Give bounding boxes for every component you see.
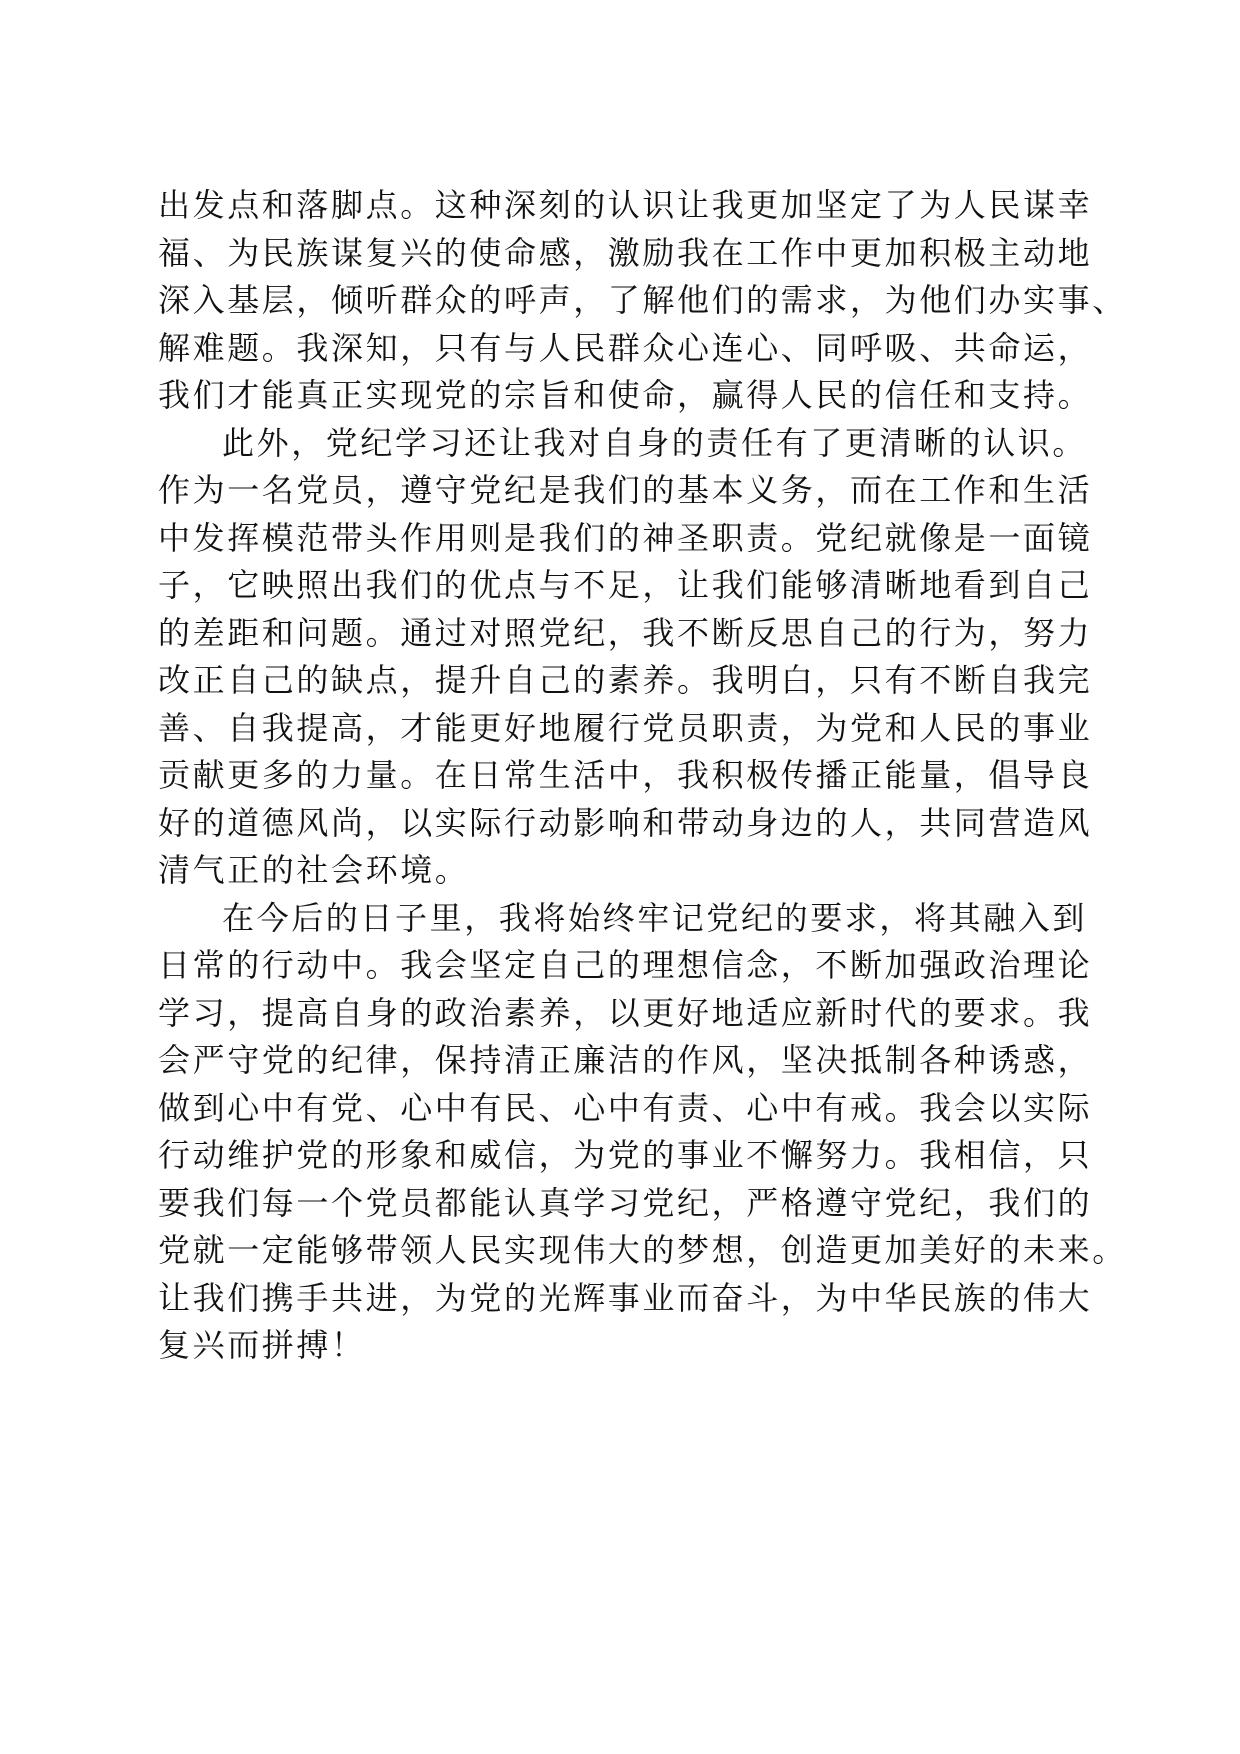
text-line: 要我们每一个党员都能认真学习党纪，严格遵守党纪，我们的 — [158, 1183, 1093, 1222]
text-line: 清气正的社会环境。 — [158, 851, 470, 889]
text-line: 复兴而拼搏！ — [158, 1326, 366, 1364]
text-line: 善、自我提高，才能更好地履行党员职责，为党和人民的事业 — [158, 708, 1093, 747]
text-line: 党就一定能够带领人民实现伟大的梦想，创造更加美好的未来。 — [158, 1231, 1127, 1269]
text-line: 好的道德风尚，以实际行动影响和带动身边的人，共同营造风 — [158, 803, 1093, 842]
text-line: 贡献更多的力量。在日常生活中，我积极传播正能量，倡导良 — [158, 756, 1093, 794]
text-line: 我们才能真正实现党的宗旨和使命，赢得人民的信任和支持。 — [158, 376, 1093, 414]
text-line: 行动维护党的形象和威信，为党的事业不懈努力。我相信，只 — [158, 1136, 1093, 1174]
text-line: 改正自己的缺点，提升自己的素养。我明白，只有不断自我完 — [158, 661, 1093, 699]
text-line: 日常的行动中。我会坚定自己的理想信念，不断加强政治理论 — [158, 946, 1093, 984]
text-line: 福、为民族谋复兴的使命感，激励我在工作中更加积极主动地 — [158, 233, 1093, 272]
paragraph-first-line: 在今后的日子里，我将始终牢记党纪的要求，将其融入到 — [222, 898, 1088, 937]
text-line: 作为一名党员，遵守党纪是我们的基本义务，而在工作和生活 — [158, 471, 1093, 509]
text-line: 做到心中有党、心中有民、心中有责、心中有戒。我会以实际 — [158, 1088, 1093, 1127]
text-line: 让我们携手共进，为党的光辉事业而奋斗，为中华民族的伟大 — [158, 1278, 1093, 1317]
text-line: 会严守党的纪律，保持清正廉洁的作风，坚决抵制各种诱惑， — [158, 1041, 1093, 1079]
body-text — [158, 182, 1127, 1370]
text-line: 学习，提高自身的政治素养，以更好地适应新时代的要求。我 — [158, 993, 1093, 1032]
text-line: 深入基层，倾听群众的呼声，了解他们的需求，为他们办实事、 — [158, 281, 1127, 319]
text-line: 中发挥模范带头作用则是我们的神圣职责。党纪就像是一面镜 — [158, 518, 1093, 557]
text-line: 解难题。我深知，只有与人民群众心连心、同呼吸、共命运， — [158, 328, 1093, 367]
text-line: 子，它映照出我们的优点与不足，让我们能够清晰地看到自己 — [158, 566, 1093, 604]
text-line: 出发点和落脚点。这种深刻的认识让我更加坚定了为人民谋幸 — [158, 186, 1093, 224]
text-line: 的差距和问题。通过对照党纪，我不断反思自己的行为，努力 — [158, 613, 1093, 652]
paragraph-first-line: 此外，党纪学习还让我对自身的责任有了更清晰的认识。 — [222, 423, 1088, 462]
